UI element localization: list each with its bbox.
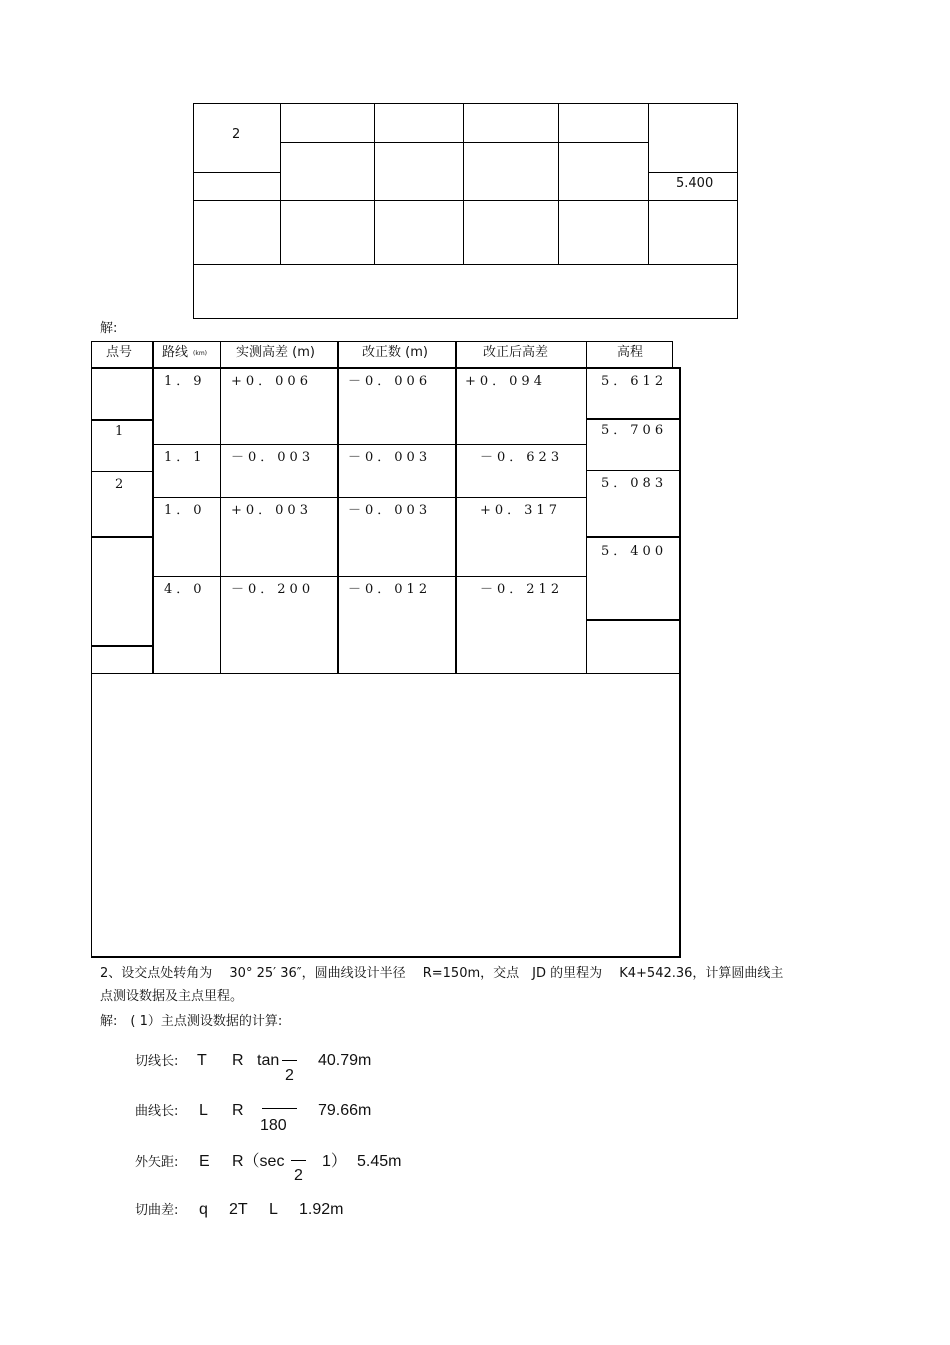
answer-label: 解:: [100, 321, 118, 336]
formula-term: T: [197, 1052, 207, 1069]
measured-value: +0．003: [231, 503, 312, 518]
route-value: 1．1: [164, 450, 206, 465]
measured-value: －0．200: [231, 582, 315, 597]
correction-value: －0．003: [348, 503, 432, 518]
formula-result: 1.92m: [299, 1201, 344, 1218]
corrected-value: +0．094: [465, 374, 546, 389]
correction-value: －0．006: [348, 374, 432, 389]
route-value: 1．9: [164, 374, 206, 389]
fraction-bar: [262, 1108, 297, 1109]
formula-term: 2: [285, 1067, 294, 1084]
top-table-elevation: 5.400: [676, 176, 714, 191]
formula-term: 180: [260, 1117, 287, 1134]
point-label: 1: [115, 424, 128, 439]
formula-label: 外矢距:: [135, 1155, 179, 1170]
formula-term: q: [199, 1201, 208, 1218]
top-table-row-label: 2: [232, 127, 241, 142]
formula-term: R: [232, 1102, 244, 1119]
formula-term: L: [269, 1201, 278, 1218]
fraction-bar: [282, 1060, 297, 1061]
formula-label: 曲线长:: [135, 1104, 179, 1119]
fraction-bar: [291, 1160, 306, 1161]
formula-term: 2: [294, 1167, 303, 1184]
formula-term: 2T: [229, 1201, 248, 1218]
formula-label: 切线长:: [135, 1054, 179, 1069]
header-route: 路线: [162, 345, 189, 360]
measured-value: +0．006: [231, 374, 312, 389]
header-elevation: 高程: [617, 345, 644, 360]
point-label: 2: [115, 477, 128, 492]
corrected-value: －0．623: [480, 450, 564, 465]
formula-term: E: [199, 1153, 210, 1170]
formula-term: tan: [257, 1052, 280, 1069]
header-correction: 改正数 (m): [362, 345, 428, 360]
formula-result: 79.66m: [318, 1102, 372, 1119]
formula-term: L: [199, 1102, 208, 1119]
corrected-value: +0．317: [480, 503, 561, 518]
route-value: 1．0: [164, 503, 206, 518]
corrected-value: －0．212: [480, 582, 564, 597]
header-route-unit: (km): [193, 350, 208, 357]
formula-result: 40.79m: [318, 1052, 372, 1069]
formula-term: R: [232, 1052, 244, 1069]
elevation-value: 5．706: [601, 423, 668, 438]
correction-value: －0．003: [348, 450, 432, 465]
correction-value: －0．012: [348, 582, 432, 597]
question-2-line2: 点测设数据及主点里程。: [100, 989, 244, 1004]
formula-result: 5.45m: [357, 1153, 402, 1170]
header-corrected: 改正后高差: [483, 345, 549, 360]
elevation-value: 5．400: [601, 544, 668, 559]
formula-term: R（sec: [232, 1153, 285, 1170]
measured-value: －0．003: [231, 450, 315, 465]
route-value: 4．0: [164, 582, 206, 597]
header-point: 点号: [106, 345, 133, 360]
elevation-value: 5．612: [601, 374, 668, 389]
formula-label: 切曲差:: [135, 1203, 179, 1218]
header-measured: 实测高差 (m): [236, 345, 315, 360]
solution-heading: 解: ( 1）主点测设数据的计算:: [100, 1014, 283, 1029]
question-2-line1: 2、设交点处转角为 30° 25′ 36″，圆曲线设计半径 R=150m，交点 JD 的里程为 K4+542.36，计算圆曲线主: [100, 966, 784, 981]
formula-term: 1）: [322, 1153, 347, 1170]
elevation-value: 5．083: [601, 476, 668, 491]
